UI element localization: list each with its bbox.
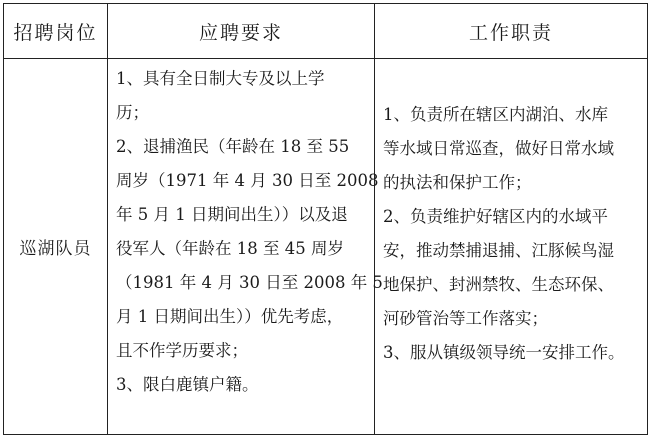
duty-line: 3、服从镇级领导统一安排工作。 [383, 343, 625, 362]
duty-line: 的执法和保护工作； [383, 173, 532, 192]
column-divider-2 [374, 4, 375, 434]
header-requirements-label: 应聘要求 [198, 21, 283, 44]
duty-line: 2、负责维护好辖区内的水域平 [383, 207, 608, 226]
requirement-line: 役军人（年龄在 18 至 45 周岁 [116, 239, 344, 258]
column-divider-1 [107, 4, 108, 434]
requirements-cell [116, 62, 383, 402]
duty-line: 等水域日常巡查，做好日常水域 [383, 139, 614, 158]
header-requirements [108, 4, 374, 58]
requirement-line: 历； [116, 103, 149, 122]
duty-line: 安，推动禁捕退捕、江豚候鸟湿 [383, 241, 614, 260]
header-duties [375, 4, 647, 58]
position-cell [4, 59, 107, 434]
requirement-line: 年 5 月 1 日期间出生））以及退 [116, 205, 348, 224]
duties-cell [383, 98, 641, 370]
header-position [4, 4, 107, 58]
requirement-line: 3、限白鹿镇户籍。 [116, 375, 259, 394]
requirement-line: 1、具有全日制大专及以上学 [116, 69, 325, 88]
requirement-line: （1981 年 4 月 30 日至 2008 年 5 [116, 273, 383, 292]
duty-line: 河砂管治等工作落实； [383, 309, 548, 328]
recruitment-table [3, 3, 648, 435]
requirement-line: 2、退捕渔民（年龄在 18 至 55 [116, 137, 350, 156]
header-duties-label: 工作职责 [468, 21, 553, 44]
requirement-line: 月 1 日期间出生））优先考虑， [116, 307, 344, 326]
duty-line: 1、负责所在辖区内湖泊、水库 [383, 105, 608, 124]
header-position-label: 招聘岗位 [13, 21, 98, 44]
position-name: 巡湖队员 [19, 239, 92, 259]
requirement-line: 周岁（1971 年 4 月 30 日至 2008 [116, 171, 379, 190]
requirement-line: 且不作学历要求； [116, 341, 248, 360]
duty-line: 地保护、封洲禁牧、生态环保、 [383, 275, 614, 294]
